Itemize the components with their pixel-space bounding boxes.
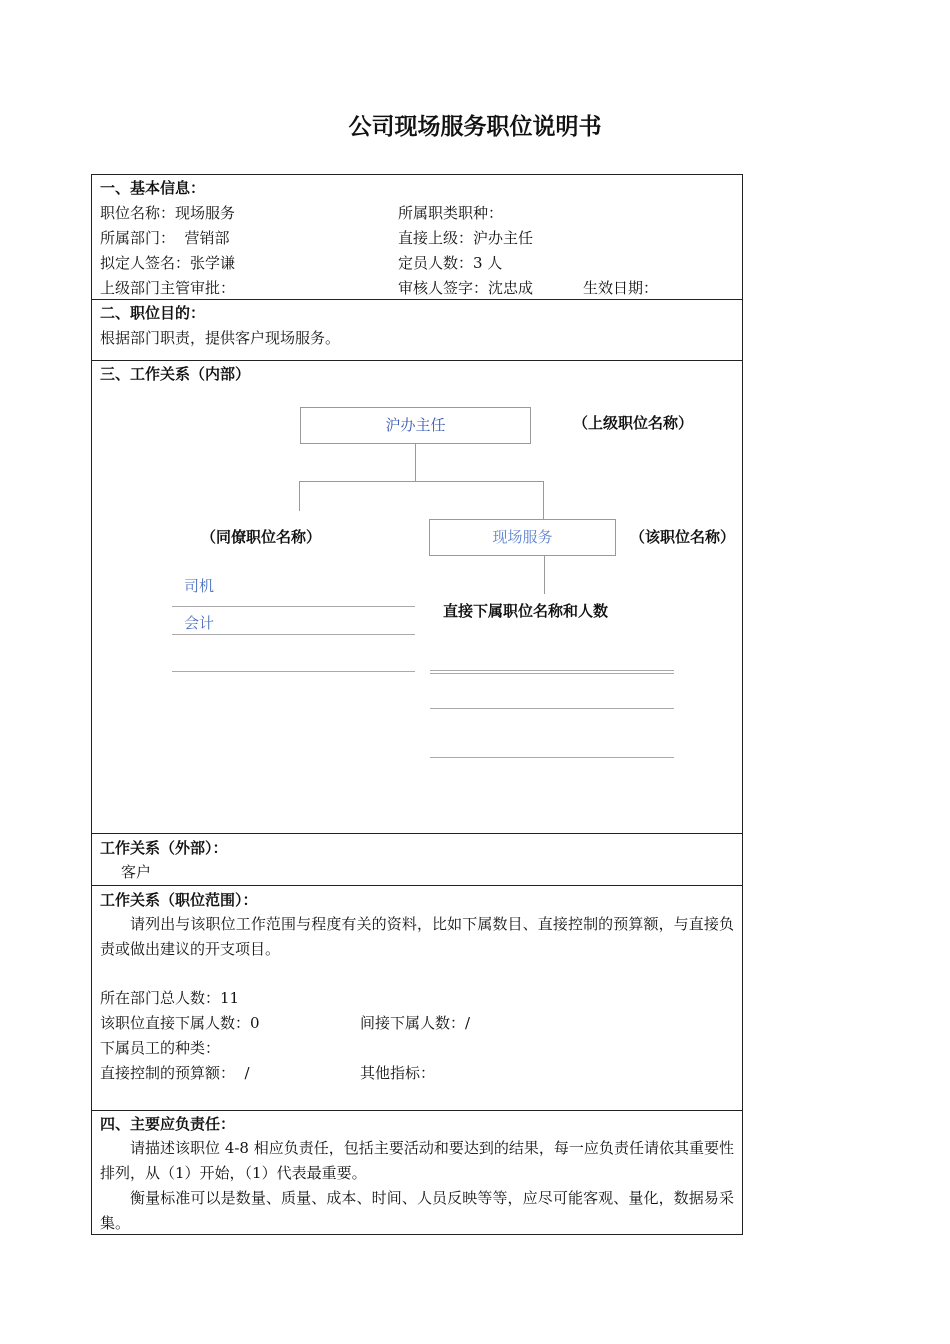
peer-item: 司机 [184,577,215,595]
subordinate-line [430,708,674,709]
other-indicators: 其他指标： [360,1064,436,1082]
org-connector [543,481,544,519]
self-caption: （该职位名称） [630,528,736,546]
indirect-subordinates: 间接下属人数：/ [360,1014,471,1032]
direct-subordinates: 该职位直接下属人数：0 [100,1014,260,1032]
section-divider [91,885,743,886]
drafter-signature: 拟定人签名：张学谦 [100,254,236,272]
purpose-text: 根据部门职责，提供客户现场服务。 [100,329,341,347]
reviewer-signature: 审核人签字：沈忠成 [398,279,534,297]
peer-line [172,671,415,672]
scope-instruction: 请列出与该职位工作范围与程度有关的资料，比如下属数目、直接控制的预算额，与直接负责或做出建议的开支项目。 [100,915,734,958]
peer-caption: （同僚职位名称） [201,528,322,546]
subordinate-caption: 直接下属职位名称和人数 [443,602,609,620]
section-divider [91,1110,743,1111]
job-category: 所属职类职种： [398,204,504,222]
external-relations-heading: 工作关系（外部）： [100,839,228,857]
peer-line [172,606,415,607]
org-connector [415,444,416,481]
duties-heading: 四、主要应负责任： [100,1115,236,1133]
direct-superior: 直接上级：沪办主任 [398,229,534,247]
subordinate-line [430,673,674,674]
headcount: 定员人数：3 人 [398,254,503,272]
subordinate-types: 下属员工的种类： [100,1039,221,1057]
duties-paragraph-1: 请描述该职位 4-8 相应负责任，包括主要活动和要达到的结果，每一应负责任请依其重要性排列，从（1）开始，（1）代表最重要。 [100,1139,734,1182]
org-connector [299,481,544,482]
duties-paragraph-2: 衡量标准可以是数量、质量、成本、时间、人员反映等等，应尽可能客观、量化，数据易采集。 [100,1189,734,1232]
superior-box: 沪办主任 [300,407,531,444]
effective-date: 生效日期： [583,279,659,297]
subordinate-line [430,670,674,671]
peer-item: 会计 [184,614,215,632]
superior-caption: （上级职位名称） [573,414,694,432]
external-relations-text: 客户 [121,863,152,881]
purpose-heading: 二、职位目的： [100,304,206,322]
section-divider [91,833,743,834]
section-divider [91,360,743,361]
section-divider [91,299,743,300]
org-connector [544,556,545,594]
basic-info-heading: 一、基本信息： [100,179,206,197]
peer-line [172,634,415,635]
document-title: 公司现场服务职位说明书 [348,114,602,140]
department: 所属部门： 营销部 [100,229,230,247]
scope-heading: 工作关系（职位范围）： [100,891,258,909]
internal-relations-heading: 三、工作关系（内部） [100,365,251,383]
org-connector [299,481,300,511]
dept-approval: 上级部门主管审批： [100,279,236,297]
position-name: 职位名称：现场服务 [100,204,236,222]
budget-control: 直接控制的预算额： / [100,1064,250,1082]
subordinate-line [430,757,674,758]
self-position-box: 现场服务 [429,519,616,556]
dept-total: 所在部门总人数：11 [100,989,240,1007]
